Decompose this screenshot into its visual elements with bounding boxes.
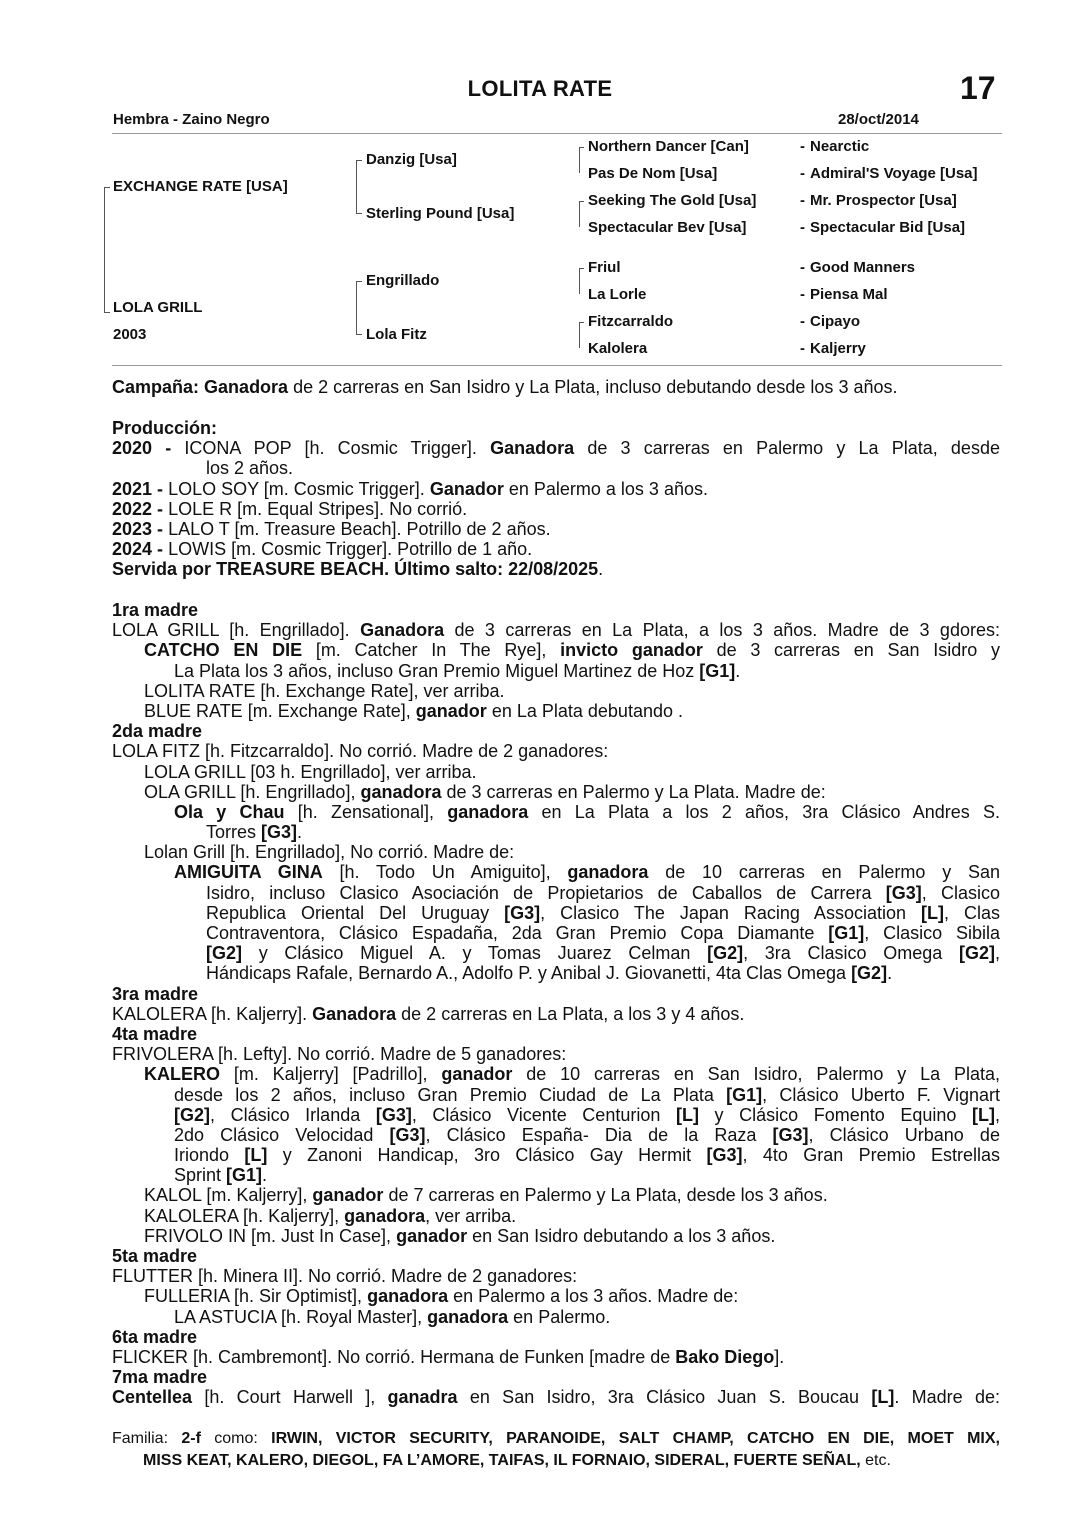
grade-badge: [L] bbox=[921, 902, 944, 923]
grade-badge: [G3] bbox=[389, 1124, 426, 1145]
produce-text: KALOL [m. Kaljerry], bbox=[144, 1185, 308, 1206]
pedigree-gen3-1: Northern Dancer [Can] bbox=[588, 138, 749, 155]
gen2-bracket-b-bottom bbox=[356, 334, 362, 335]
gen4-dash: - bbox=[800, 192, 805, 209]
produce-line-cont bbox=[112, 923, 1000, 943]
second-dam-line: LOLA FITZ [h. Fitzcarraldo]. No corrió. Madre de 2 ganadores: bbox=[112, 741, 609, 762]
result-bold: ganador bbox=[396, 1225, 468, 1246]
produce-text: en Palermo. bbox=[513, 1306, 611, 1327]
produce-text: [m. Kaljerry] [Padrillo], bbox=[233, 1064, 428, 1085]
pedigree-gen2-1: Danzig [Usa] bbox=[366, 151, 457, 168]
produce-text: , Clásico Urbano de bbox=[808, 1124, 1000, 1145]
header-rule bbox=[112, 133, 1002, 134]
pedigree-gen4-3: Mr. Prospector [Usa] bbox=[810, 192, 957, 209]
grade-badge: [G3] bbox=[772, 1124, 809, 1145]
horse-name-bold: AMIGUITA GINA bbox=[174, 862, 323, 883]
grade-badge: [G3] bbox=[261, 822, 298, 843]
production-2023 bbox=[112, 519, 1000, 539]
produce-line bbox=[112, 1064, 1000, 1084]
pedigree-gen4-1: Nearctic bbox=[810, 138, 870, 155]
family-etc: etc. bbox=[865, 1452, 891, 1469]
produce-line bbox=[112, 1226, 1000, 1246]
campaign-line bbox=[112, 377, 1000, 397]
produce-text: , ver arriba. bbox=[425, 1205, 517, 1226]
production-2020-cont: los 2 años. bbox=[206, 458, 294, 479]
family-horses: MISS KEAT, KALERO, DIEGOL, FA L’AMORE, TAIFAS, IL FORNAIO, SIDERAL, FUERTE SEÑAL, bbox=[143, 1452, 861, 1469]
produce-text: Isidro, incluso Clasico Asociación de Propietarios de Caballos de Carrera bbox=[206, 882, 872, 903]
pedigree-gen4-2: Admiral'S Voyage [Usa] bbox=[810, 165, 978, 182]
first-dam-line bbox=[112, 620, 1000, 640]
gen3-bracket-2-top bbox=[579, 201, 584, 202]
gen4-dash: - bbox=[800, 259, 805, 276]
pedigree-sire: EXCHANGE RATE [USA] bbox=[113, 178, 288, 195]
produce-text: , Clásico Vicente Centurion bbox=[411, 1104, 661, 1125]
produce-text: OLA GRILL [h. Engrillado], bbox=[144, 781, 356, 802]
pedigree-rule bbox=[112, 365, 1002, 366]
result-bold: ganadora bbox=[567, 862, 649, 883]
grade-badge: [G2] bbox=[958, 943, 995, 964]
grade-badge: [G2] bbox=[707, 943, 744, 964]
grade-badge: [G1] bbox=[726, 1084, 763, 1105]
gen4-dash: - bbox=[800, 286, 805, 303]
gen4-dash: - bbox=[800, 313, 805, 330]
year-label: 2020 - bbox=[112, 438, 172, 459]
result-bold: Ganador bbox=[429, 478, 504, 499]
produce-line-cont bbox=[112, 1145, 1000, 1165]
gen4-dash: - bbox=[800, 165, 805, 182]
fourth-dam-line: FRIVOLERA [h. Lefty]. No corrió. Madre de 5 ganadores: bbox=[112, 1044, 567, 1065]
produce-text: . bbox=[735, 660, 741, 681]
horse-name-bold: Bako Diego bbox=[675, 1346, 775, 1367]
fourth-dam-heading: 4ta madre bbox=[112, 1023, 198, 1044]
gen1-bracket bbox=[104, 187, 105, 313]
gen3-bracket-1-top bbox=[579, 147, 584, 148]
produce-text: desde los 2 años, incluso Gran Premio Ciudad de La Plata bbox=[174, 1084, 714, 1105]
produce-line bbox=[112, 802, 1000, 822]
produce-text: La Plata los 3 años, incluso Gran Premio Miguel Martinez de Hoz bbox=[174, 660, 695, 681]
horse-name-bold: Centellea bbox=[112, 1387, 193, 1408]
grade-badge: [L] bbox=[871, 1387, 895, 1408]
produce-text: de 10 carreras en San Isidro, Palermo y La Plata, bbox=[526, 1064, 1000, 1085]
produce-text: y Clásico Miguel A. y Tomas Juarez Celman bbox=[258, 943, 691, 964]
production-2020 bbox=[112, 438, 1000, 458]
pedigree-gen4-5: Good Manners bbox=[810, 259, 916, 276]
produce-line-cont bbox=[112, 1165, 1000, 1185]
produce-text: [m. Catcher In The Rye], bbox=[315, 640, 547, 661]
produce-line bbox=[112, 782, 1000, 802]
produce-text: , 4to Gran Premio Estrellas bbox=[742, 1145, 1000, 1166]
grade-badge: [G3] bbox=[504, 902, 541, 923]
year-label: 2022 - bbox=[112, 498, 164, 519]
produce-line: Lolan Grill [h. Engrillado], No corrió. Madre de: bbox=[144, 842, 515, 863]
period: . bbox=[598, 559, 604, 580]
grade-badge: [G1] bbox=[226, 1165, 263, 1186]
produce-text: , 3ra Clasico Omega bbox=[743, 943, 943, 964]
produce-line-cont bbox=[112, 1085, 1000, 1105]
pedigree-gen3-4: Spectacular Bev [Usa] bbox=[588, 219, 747, 236]
pedigree-gen3-6: La Lorle bbox=[588, 286, 647, 303]
result-bold: ganadora bbox=[344, 1205, 426, 1226]
pedigree-gen2-3: Engrillado bbox=[366, 272, 440, 289]
pedigree-dam: LOLA GRILL bbox=[113, 299, 203, 316]
production-2022 bbox=[112, 499, 1000, 519]
served-label: Servida por bbox=[112, 559, 212, 580]
produce-text: , Clasico bbox=[921, 882, 1000, 903]
pedigree-gen4-8: Kaljerry bbox=[810, 340, 866, 357]
produce-line bbox=[112, 1307, 1000, 1327]
maternal-family bbox=[112, 600, 1000, 1408]
gen1-bracket-bottom bbox=[104, 312, 110, 313]
produce-text: [h. Todo Un Amiguito], bbox=[339, 862, 551, 883]
grade-badge: [G2] bbox=[206, 943, 242, 964]
result-bold: invicto ganador bbox=[560, 640, 703, 661]
gen3-bracket-2 bbox=[579, 201, 580, 227]
produce-text: en San Isidro debutando a los 3 años. bbox=[472, 1225, 776, 1246]
produce-text: FRIVOLO IN [m. Just In Case], bbox=[144, 1225, 392, 1246]
pedigree-gen2-2: Sterling Pound [Usa] bbox=[366, 205, 515, 222]
last-jump: . Último salto: 22/08/2025 bbox=[384, 559, 599, 580]
dam-text: FLICKER [h. Cambremont]. No corrió. Hermana de Funken [madre de bbox=[112, 1346, 671, 1367]
production-text: en Palermo a los 3 años. bbox=[508, 478, 708, 499]
gen3-bracket-1 bbox=[579, 147, 580, 173]
production-text: de 3 carreras en Palermo y La Plata, desde bbox=[587, 438, 1000, 459]
produce-text: LA ASTUCIA [h. Royal Master], bbox=[174, 1306, 423, 1327]
served-by bbox=[112, 559, 1000, 579]
result-bold: ganador bbox=[312, 1185, 384, 1206]
produce-text: , Clasico The Japan Racing Association bbox=[540, 902, 906, 923]
dam-text: de 2 carreras en La Plata, a los 3 y 4 años. bbox=[401, 1003, 745, 1024]
produce-text: en La Plata a los 2 años, 3ra Clásico Andres S. bbox=[541, 801, 1000, 822]
produce-text: de 10 carreras en Palermo y San bbox=[665, 862, 1000, 883]
produce-text: 2do Clásico Velocidad bbox=[174, 1124, 374, 1145]
produce-text: Torres bbox=[206, 822, 257, 843]
result-bold: Ganadora bbox=[312, 1003, 397, 1024]
sixth-dam-heading: 6ta madre bbox=[112, 1326, 198, 1347]
dam-text: ]. bbox=[774, 1346, 785, 1367]
grade-badge: [G3] bbox=[885, 882, 922, 903]
produce-line bbox=[112, 1185, 1000, 1205]
produce-text: en La Plata debutando . bbox=[491, 700, 683, 721]
production-text: LOLE R [m. Equal Stripes]. No corrió. bbox=[168, 498, 468, 519]
produce-line bbox=[112, 640, 1000, 660]
produce-text: FULLERIA [h. Sir Optimist], bbox=[144, 1286, 363, 1307]
production-text: LOWIS [m. Cosmic Trigger]. Potrillo de 1 año. bbox=[168, 539, 533, 560]
campaign-result: Ganadora bbox=[204, 377, 289, 397]
produce-text: BLUE RATE [m. Exchange Rate], bbox=[144, 700, 411, 721]
sixth-dam-line bbox=[112, 1347, 1000, 1367]
produce-text: Iriondo bbox=[174, 1145, 230, 1166]
fifth-dam-heading: 5ta madre bbox=[112, 1246, 198, 1266]
dam-text: LOLA GRILL [h. Engrillado]. bbox=[112, 620, 350, 641]
horse-name-bold: CATCHO EN DIE bbox=[144, 640, 303, 661]
seventh-dam-line bbox=[112, 1387, 1000, 1407]
family-como: como: bbox=[214, 1430, 258, 1447]
produce-line-cont bbox=[112, 1125, 1000, 1145]
produce-text: , Clasico Sibila bbox=[864, 923, 1000, 943]
result-bold: ganadora bbox=[427, 1306, 509, 1327]
produce-line: LOLA GRILL [03 h. Engrillado], ver arriba. bbox=[144, 761, 477, 782]
birth-date: 28/oct/2014 bbox=[838, 111, 919, 128]
gen3-bracket-4-top bbox=[579, 322, 584, 323]
fifth-dam-line: FLUTTER [h. Minera II]. No corrió. Madre de 2 ganadores: bbox=[112, 1266, 578, 1287]
result-bold: Ganadora bbox=[490, 438, 575, 459]
family-horses: IRWIN, VICTOR SECURITY, PARANOIDE, SALT CHAMP, CATCHO EN DIE, MOET MIX, bbox=[271, 1430, 1000, 1447]
produce-text: de 3 carreras en San Isidro y bbox=[716, 640, 1000, 661]
pedigree-gen3-8: Kalolera bbox=[588, 340, 648, 357]
pedigree-gen4-7: Cipayo bbox=[810, 313, 861, 330]
family-line-2 bbox=[112, 1450, 1000, 1472]
produce-line bbox=[112, 1206, 1000, 1226]
production-text: ICONA POP [h. Cosmic Trigger]. bbox=[184, 438, 477, 459]
result-bold: ganador bbox=[415, 700, 487, 721]
produce-text: . bbox=[297, 822, 303, 843]
production-text: LALO T [m. Treasure Beach]. Potrillo de 2 años. bbox=[168, 518, 551, 539]
produce-text: . bbox=[887, 963, 893, 984]
horse-title: LOLITA RATE bbox=[467, 76, 613, 101]
produce-text: . bbox=[262, 1165, 268, 1186]
family-line-1 bbox=[112, 1428, 1000, 1450]
produce-text: [h. Zensational], bbox=[297, 801, 435, 822]
second-dam-heading: 2da madre bbox=[112, 721, 203, 742]
gen3-bracket-3 bbox=[579, 268, 580, 294]
served-horse: TREASURE BEACH bbox=[216, 559, 385, 580]
produce-text: Contraventora, Clásico Espadaña, 2da Gran Premio Copa Diamante bbox=[206, 923, 815, 943]
horse-name-bold: Ola y Chau bbox=[174, 801, 285, 822]
produce-text: Sprint bbox=[174, 1165, 222, 1186]
produce-line-cont bbox=[112, 661, 1000, 681]
dam-text: KALOLERA [h. Kaljerry]. bbox=[112, 1003, 308, 1024]
result-bold: ganadora bbox=[360, 781, 442, 802]
pedigree-gen4-6: Piensa Mal bbox=[810, 286, 888, 303]
dam-text: en San Isidro, 3ra Clásico Juan S. Boucau bbox=[469, 1387, 860, 1408]
gen2-bracket-a-bottom bbox=[356, 213, 362, 214]
grade-badge: [G2] bbox=[174, 1104, 210, 1125]
produce-line: LOLITA RATE [h. Exchange Rate], ver arriba. bbox=[144, 680, 505, 701]
produce-text: de 7 carreras en Palermo y La Plata, desde los 3 años. bbox=[388, 1185, 828, 1206]
gen2-bracket-a-top bbox=[356, 160, 362, 161]
grade-badge: [L] bbox=[971, 1104, 995, 1125]
pedigree-gen3-7: Fitzcarraldo bbox=[588, 313, 674, 330]
pedigree-dam-year: 2003 bbox=[113, 326, 147, 343]
campaign-section bbox=[112, 377, 1000, 397]
produce-line-cont bbox=[112, 963, 1000, 983]
gen3-bracket-4 bbox=[579, 322, 580, 348]
family-footer bbox=[112, 1428, 1000, 1472]
pedigree-gen2-4: Lola Fitz bbox=[366, 326, 427, 343]
year-label: 2023 - bbox=[112, 518, 164, 539]
grade-badge: [G1] bbox=[699, 660, 736, 681]
produce-text: , Clásico España- Dia de la Raza bbox=[425, 1124, 757, 1145]
grade-badge: [L] bbox=[675, 1104, 699, 1125]
produce-line bbox=[112, 1286, 1000, 1306]
produce-text: , bbox=[994, 1104, 1000, 1125]
result-bold: ganadora bbox=[447, 801, 529, 822]
produce-text: KALOLERA [h. Kaljerry], bbox=[144, 1205, 340, 1226]
pedigree-gen3-2: Pas De Nom [Usa] bbox=[588, 165, 718, 182]
pedigree-gen4-4: Spectacular Bid [Usa] bbox=[810, 219, 966, 236]
family-label: Familia: bbox=[112, 1430, 169, 1447]
horse-name-bold: KALERO bbox=[144, 1064, 220, 1085]
produce-line-cont bbox=[112, 1105, 1000, 1125]
gen4-dash: - bbox=[800, 340, 805, 357]
family-number: 2-f bbox=[181, 1430, 201, 1447]
gen2-bracket-a bbox=[356, 160, 357, 214]
produce-text: , Clas bbox=[943, 902, 1000, 923]
gen1-bracket-top bbox=[104, 187, 110, 188]
campaign-label: Campaña: bbox=[112, 377, 200, 397]
result-bold: ganadra bbox=[387, 1387, 458, 1408]
seventh-dam-heading: 7ma madre bbox=[112, 1367, 208, 1388]
grade-badge: [L] bbox=[244, 1145, 268, 1166]
result-bold: ganador bbox=[441, 1064, 513, 1085]
produce-line-cont bbox=[112, 903, 1000, 923]
year-label: 2021 - bbox=[112, 478, 164, 499]
produce-text: de 3 carreras en Palermo y La Plata. Madre de: bbox=[446, 781, 826, 802]
produce-line-cont bbox=[112, 883, 1000, 903]
produce-text: , bbox=[994, 943, 1000, 964]
third-dam-heading: 3ra madre bbox=[112, 983, 199, 1004]
produce-line-cont bbox=[112, 822, 1000, 842]
produce-text: y Zanoni Handicap, 3ro Clásico Gay Hermit bbox=[282, 1145, 692, 1166]
campaign-text: de 2 carreras en San Isidro y La Plata, incluso debutando desde los 3 años. bbox=[293, 377, 898, 397]
produce-text: , Clásico Irlanda bbox=[210, 1104, 361, 1125]
dam-text: . Madre de: bbox=[894, 1387, 1000, 1408]
gen3-bracket-3-top bbox=[579, 268, 584, 269]
gen4-dash: - bbox=[800, 219, 805, 236]
production-section bbox=[112, 418, 1000, 580]
first-dam-heading: 1ra madre bbox=[112, 600, 199, 620]
grade-badge: [G2] bbox=[851, 963, 888, 984]
third-dam-line bbox=[112, 1004, 1000, 1024]
produce-text: en Palermo a los 3 años. Madre de: bbox=[453, 1286, 739, 1307]
produce-text: y Clásico Fomento Equino bbox=[714, 1104, 957, 1125]
dam-text: de 3 carreras en La Plata, a los 3 años. Madre de 3 gdores: bbox=[454, 620, 1000, 641]
result-bold: ganadora bbox=[367, 1286, 449, 1307]
pedigree-gen3-3: Seeking The Gold [Usa] bbox=[588, 192, 757, 209]
lot-number: 17 bbox=[960, 70, 996, 106]
grade-badge: [G3] bbox=[706, 1145, 743, 1166]
result-bold: Ganadora bbox=[360, 620, 445, 641]
grade-badge: [G3] bbox=[375, 1104, 412, 1125]
pedigree-gen3-5: Friul bbox=[588, 259, 621, 276]
gen4-dash: - bbox=[800, 138, 805, 155]
gen2-bracket-b bbox=[356, 281, 357, 335]
sex-color: Hembra - Zaino Negro bbox=[113, 111, 270, 128]
year-label: 2024 - bbox=[112, 539, 164, 560]
produce-text: Republica Oriental Del Uruguay bbox=[206, 902, 490, 923]
produce-text: Hándicaps Rafale, Bernardo A., Adolfo P. y Anibal J. Giovanetti, 4ta Clas Omega bbox=[206, 963, 847, 984]
production-text: LOLO SOY [m. Cosmic Trigger]. bbox=[168, 478, 425, 499]
production-heading: Producción: bbox=[112, 418, 218, 438]
gen2-bracket-b-top bbox=[356, 281, 362, 282]
produce-line-cont bbox=[112, 943, 1000, 963]
produce-line bbox=[112, 701, 1000, 721]
dam-text: [h. Court Harwell ], bbox=[204, 1387, 376, 1408]
produce-text: , Clásico Uberto F. Vignart bbox=[762, 1084, 1000, 1105]
grade-badge: [G1] bbox=[828, 923, 865, 943]
produce-line bbox=[112, 862, 1000, 882]
production-2024 bbox=[112, 539, 1000, 559]
production-2021 bbox=[112, 479, 1000, 499]
